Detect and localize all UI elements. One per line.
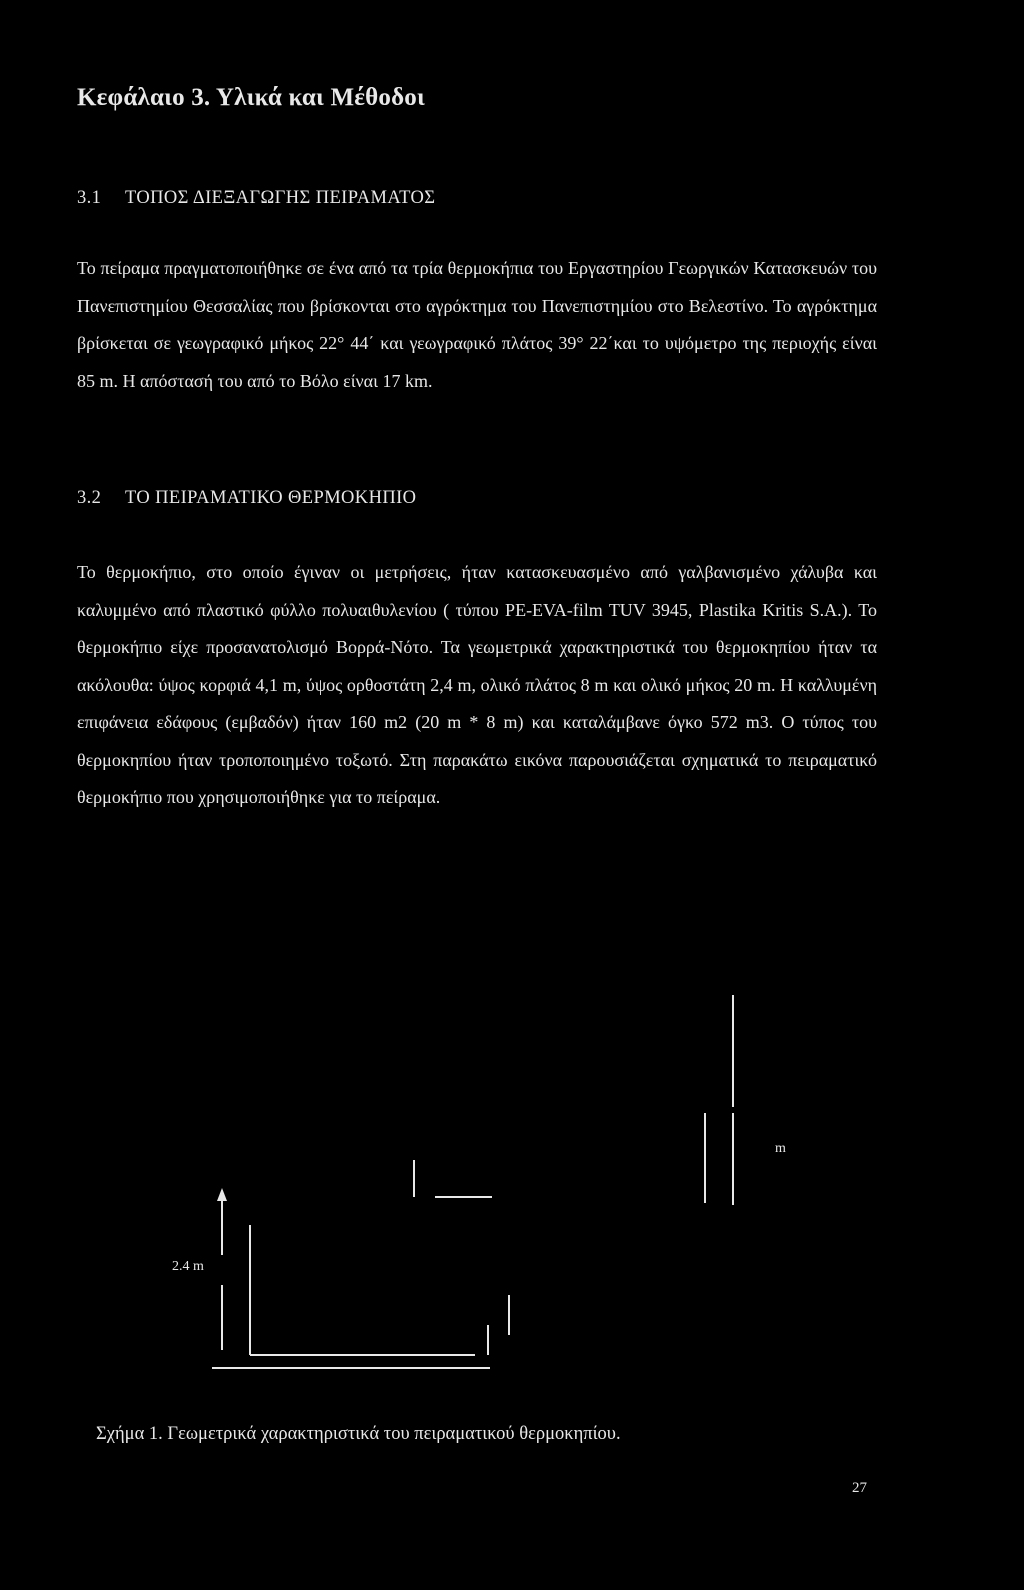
section-number: 3.2: [77, 488, 102, 508]
page-number: 27: [852, 1480, 867, 1496]
section-number: 3.1: [77, 188, 102, 208]
section-heading-3-2: [77, 488, 416, 509]
greenhouse-figure: [150, 995, 850, 1375]
figure-caption: Σχήμα 1. Γεωμετρικά χαρακτηριστικά του πειραματικού θερμοκηπίου.: [96, 1424, 621, 1444]
height-label: 2.4 m: [172, 1259, 204, 1274]
paragraph-greenhouse: [77, 554, 877, 817]
section-title: ΤΟ ΠΕΙΡΑΜΑΤΙΚΟ ΘΕΡΜΟΚΗΠΙΟ: [125, 488, 417, 508]
paragraph-text: Το θερμοκήπιο, στο οποίο έγιναν οι μετρήσεις, ήταν κατασκευασμένο από γαλβανισμένο χάλυβα και καλυμμένο από πλαστικό φύλλο πολυαιθυλενίου ( τύπου PE-EVA-film TUV 3945, Plastika Kritis S.A.). Το θερμοκήπιο είχε προσανατολισμό Βορρά-Νότο. Τα γεωμετρικά χαρακτηριστικά του θερμοκηπίου ήταν τα ακόλουθα: ύψος κορφιά 4,1 m, ύψος ορθοστάτη 2,4 m, ολικό πλάτος 8 m και ολικό μήκος 20 m. Η καλλυμένη επιφάνεια εδάφους (εμβαδόν) ήταν 160 m2 (20 m * 8 m) και καταλάμβανε όγκο 572 m3. Ο τύπος του θερμοκηπίου ήταν τροποποιημένο τοξωτό. Στη παρακάτω εικόνα παρουσιάζεται σχηματικά το πειραματικό θερμοκήπιο που χρησιμοποιήθηκε για το πείραμα.: [77, 562, 877, 807]
section-title: ΤΟΠΟΣ ΔΙΕΞΑΓΩΓΗΣ ΠΕΙΡΑΜΑΤΟΣ: [125, 188, 436, 208]
paragraph-location: [77, 250, 877, 400]
arrow-head: [217, 1188, 227, 1201]
chapter-title: Κεφάλαιο 3. Υλικά και Μέθοδοι: [77, 84, 425, 111]
paragraph-text: Το πείραμα πραγματοποιήθηκε σε ένα από τα τρία θερμοκήπια του Εργαστηρίου Γεωργικών Κατασκευών του Πανεπιστημίου Θεσσαλίας που βρίσκονται στο αγρόκτημα του Πανεπιστημίου στο Βελεστίνο. Το αγρόκτημα βρίσκεται σε γεωγραφικό μήκος 22° 44΄ και γεωγραφικό πλάτος 39° 22΄και το υψόμετρο της περιοχής είναι 85 m. Η απόστασή του από το Βόλο είναι 17 km.: [77, 258, 877, 391]
m-label: m: [775, 1141, 786, 1156]
greenhouse-schematic: [150, 995, 850, 1375]
section-heading-3-1: [77, 188, 435, 209]
